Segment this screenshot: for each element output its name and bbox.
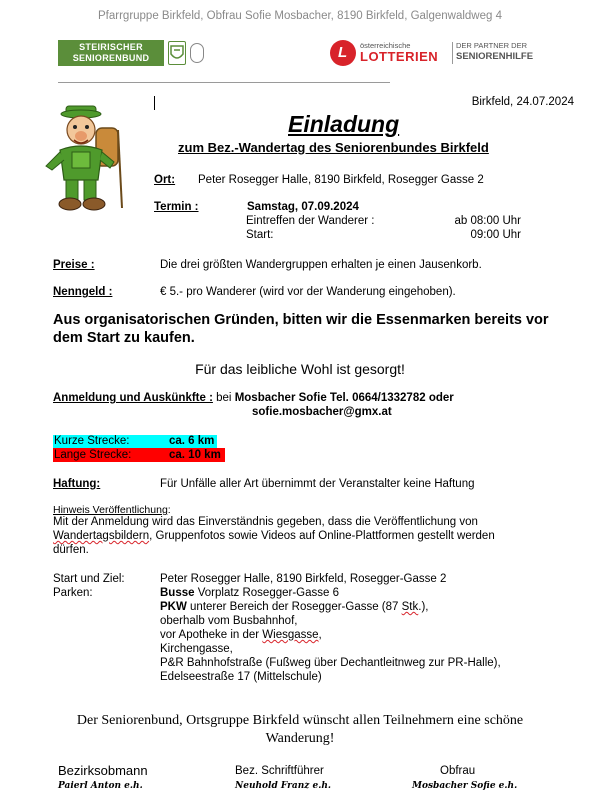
parken-line-6: P&R Bahnhofstraße (Fußweg über Dechantleitnweg zur PR-Halle), <box>160 657 501 669</box>
termin-label: Termin : <box>154 201 199 213</box>
lotterien-emblem-icon: L <box>330 40 356 66</box>
lotterien-partner-text: DER PARTNER DER <box>456 41 527 50</box>
parken-pkw-text: unterer Bereich der Rosegger-Gasse (87 <box>186 601 402 613</box>
parken-pkw-stk: Stk <box>401 601 419 613</box>
hiker-mascot-image <box>38 100 134 212</box>
hinweis-misspelled-word: Wandertagsbildern <box>53 530 150 542</box>
parken-busse-label: Busse <box>160 587 195 599</box>
date-line: Birkfeld, 24.07.2024 <box>471 96 574 108</box>
notice-line-1: Aus organisatorischen Gründen, bitten wir die Essenmarken bereits vor <box>53 312 549 328</box>
closing-line-1: Der Seniorenbund, Ortsgruppe Birkfeld wünscht allen Teilnehmern eine schöne <box>76 713 524 728</box>
nenngeld-value: € 5.- pro Wanderer (wird vor der Wanderung eingehoben). <box>160 286 456 298</box>
ort-value: Peter Rosegger Halle, 8190 Birkfeld, Rosegger Gasse 2 <box>198 174 484 186</box>
parken-busse <box>160 587 339 599</box>
seniorenbund-logo-line2: SENIORENBUND <box>72 53 150 63</box>
hinweis-line-2 <box>53 530 495 542</box>
preise-value: Die drei größten Wandergruppen erhalten je einen Jausenkorb. <box>160 259 482 271</box>
seniorenbund-logo-line1: STEIRISCHER <box>79 42 143 52</box>
arrival-time: ab 08:00 Uhr <box>454 215 521 227</box>
start-label: Start: <box>246 229 274 241</box>
parken-line-3: oberhalb vom Busbahnhof, <box>160 615 298 627</box>
long-route-label: Lange Strecke: <box>54 449 132 461</box>
catering-note: Für das leibliche Wohl ist gesorgt! <box>195 361 405 377</box>
parken-busse-text: Vorplatz Rosegger-Gasse 6 <box>194 587 339 599</box>
haftung-label: Haftung: <box>53 478 101 490</box>
lotterien-divider <box>452 42 453 64</box>
parken-wiesgasse: Wiesgasse <box>262 629 319 641</box>
notice-line-2: dem Start zu kaufen. <box>53 330 195 346</box>
page-title: Einladung <box>288 111 400 137</box>
parken-line-4-a: vor Apotheke in der <box>160 629 263 641</box>
seniorenbund-logo <box>56 40 206 66</box>
preise-label: Preise : <box>53 259 95 271</box>
nenngeld-label: Nenngeld : <box>53 286 113 298</box>
long-route-value: ca. 10 km <box>169 449 221 461</box>
haftung-value: Für Unfälle aller Art übernimmt der Veranstalter keine Haftung <box>160 478 475 490</box>
parken-label: Parken: <box>53 587 93 599</box>
contact-email: sofie.mosbacher@gmx.at <box>252 406 392 418</box>
parken-pkw <box>160 601 428 613</box>
termin-date: Samstag, 07.09.2024 <box>247 201 359 213</box>
hinweis-line-2-rest: , Gruppenfotos sowie Videos auf Online-Plattformen gestellt werden <box>149 530 495 542</box>
parken-line-7: Edelseestraße 17 (Mittelschule) <box>160 671 322 683</box>
closing-line-2: Wanderung! <box>265 731 335 746</box>
start-time: 09:00 Uhr <box>470 229 521 241</box>
header-address: Pfarrgruppe Birkfeld, Obfrau Sofie Mosbacher, 8190 Birkfeld, Galgenwaldweg 4 <box>98 10 502 22</box>
lotterien-big-text: LOTTERIEN <box>360 49 439 64</box>
signature-role-1: Bezirksobmann <box>58 763 148 778</box>
ort-label: Ort: <box>154 174 176 186</box>
anmeldung-prefix: bei <box>216 392 232 404</box>
hinweis-colon: : <box>167 504 171 516</box>
header-divider <box>58 82 390 83</box>
lotterien-logo <box>330 40 544 68</box>
anmeldung-label: Anmeldung und Auskünkfte : <box>53 392 213 404</box>
signature-name-3: Mosbacher Sofie e.h. <box>412 781 518 791</box>
signature-name-2: Neuhold Franz e.h. <box>235 781 332 791</box>
short-route-label: Kurze Strecke: <box>54 435 130 447</box>
text-cursor <box>154 96 155 110</box>
start-ziel-label: Start und Ziel: <box>53 573 125 585</box>
anmeldung-row <box>53 392 454 404</box>
arrival-label: Eintreffen der Wanderer : <box>246 215 375 227</box>
coat-of-arms-icon <box>190 43 204 63</box>
signature-name-1: Paierl Anton e.h. <box>58 781 143 791</box>
hinweis-label: Hinweis Veröffentlichung <box>53 504 168 516</box>
page-subtitle: zum Bez.-Wandertag des Seniorenbundes Birkfeld <box>178 140 489 155</box>
emblem-icon <box>168 41 186 65</box>
parken-pkw-label: PKW <box>160 601 187 613</box>
parken-line-4-c: , <box>318 629 322 641</box>
anmeldung-contact: Mosbacher Sofie Tel. 0664/1332782 oder <box>234 392 454 404</box>
parken-line-5: Kirchengasse, <box>160 643 233 655</box>
lotterien-seniorenhilfe-text: SENIORENHILFE <box>456 51 534 62</box>
hinweis-heading <box>53 504 171 516</box>
hinweis-line-1: Mit der Anmeldung wird das Einverständnis gegeben, dass die Veröffentlichung von <box>53 516 478 528</box>
short-route-value: ca. 6 km <box>169 435 215 447</box>
signature-role-3: Obfrau <box>440 765 476 777</box>
parken-line-4 <box>160 629 322 641</box>
start-ziel-value: Peter Rosegger Halle, 8190 Birkfeld, Rosegger-Gasse 2 <box>160 573 447 585</box>
lotterien-small-text: österreichische <box>360 41 411 50</box>
signature-role-2: Bez. Schriftführer <box>235 765 324 777</box>
hinweis-line-3: dürfen. <box>53 544 89 556</box>
seniorenbund-logo-text <box>58 40 164 66</box>
parken-pkw-text-end: .), <box>418 601 429 613</box>
